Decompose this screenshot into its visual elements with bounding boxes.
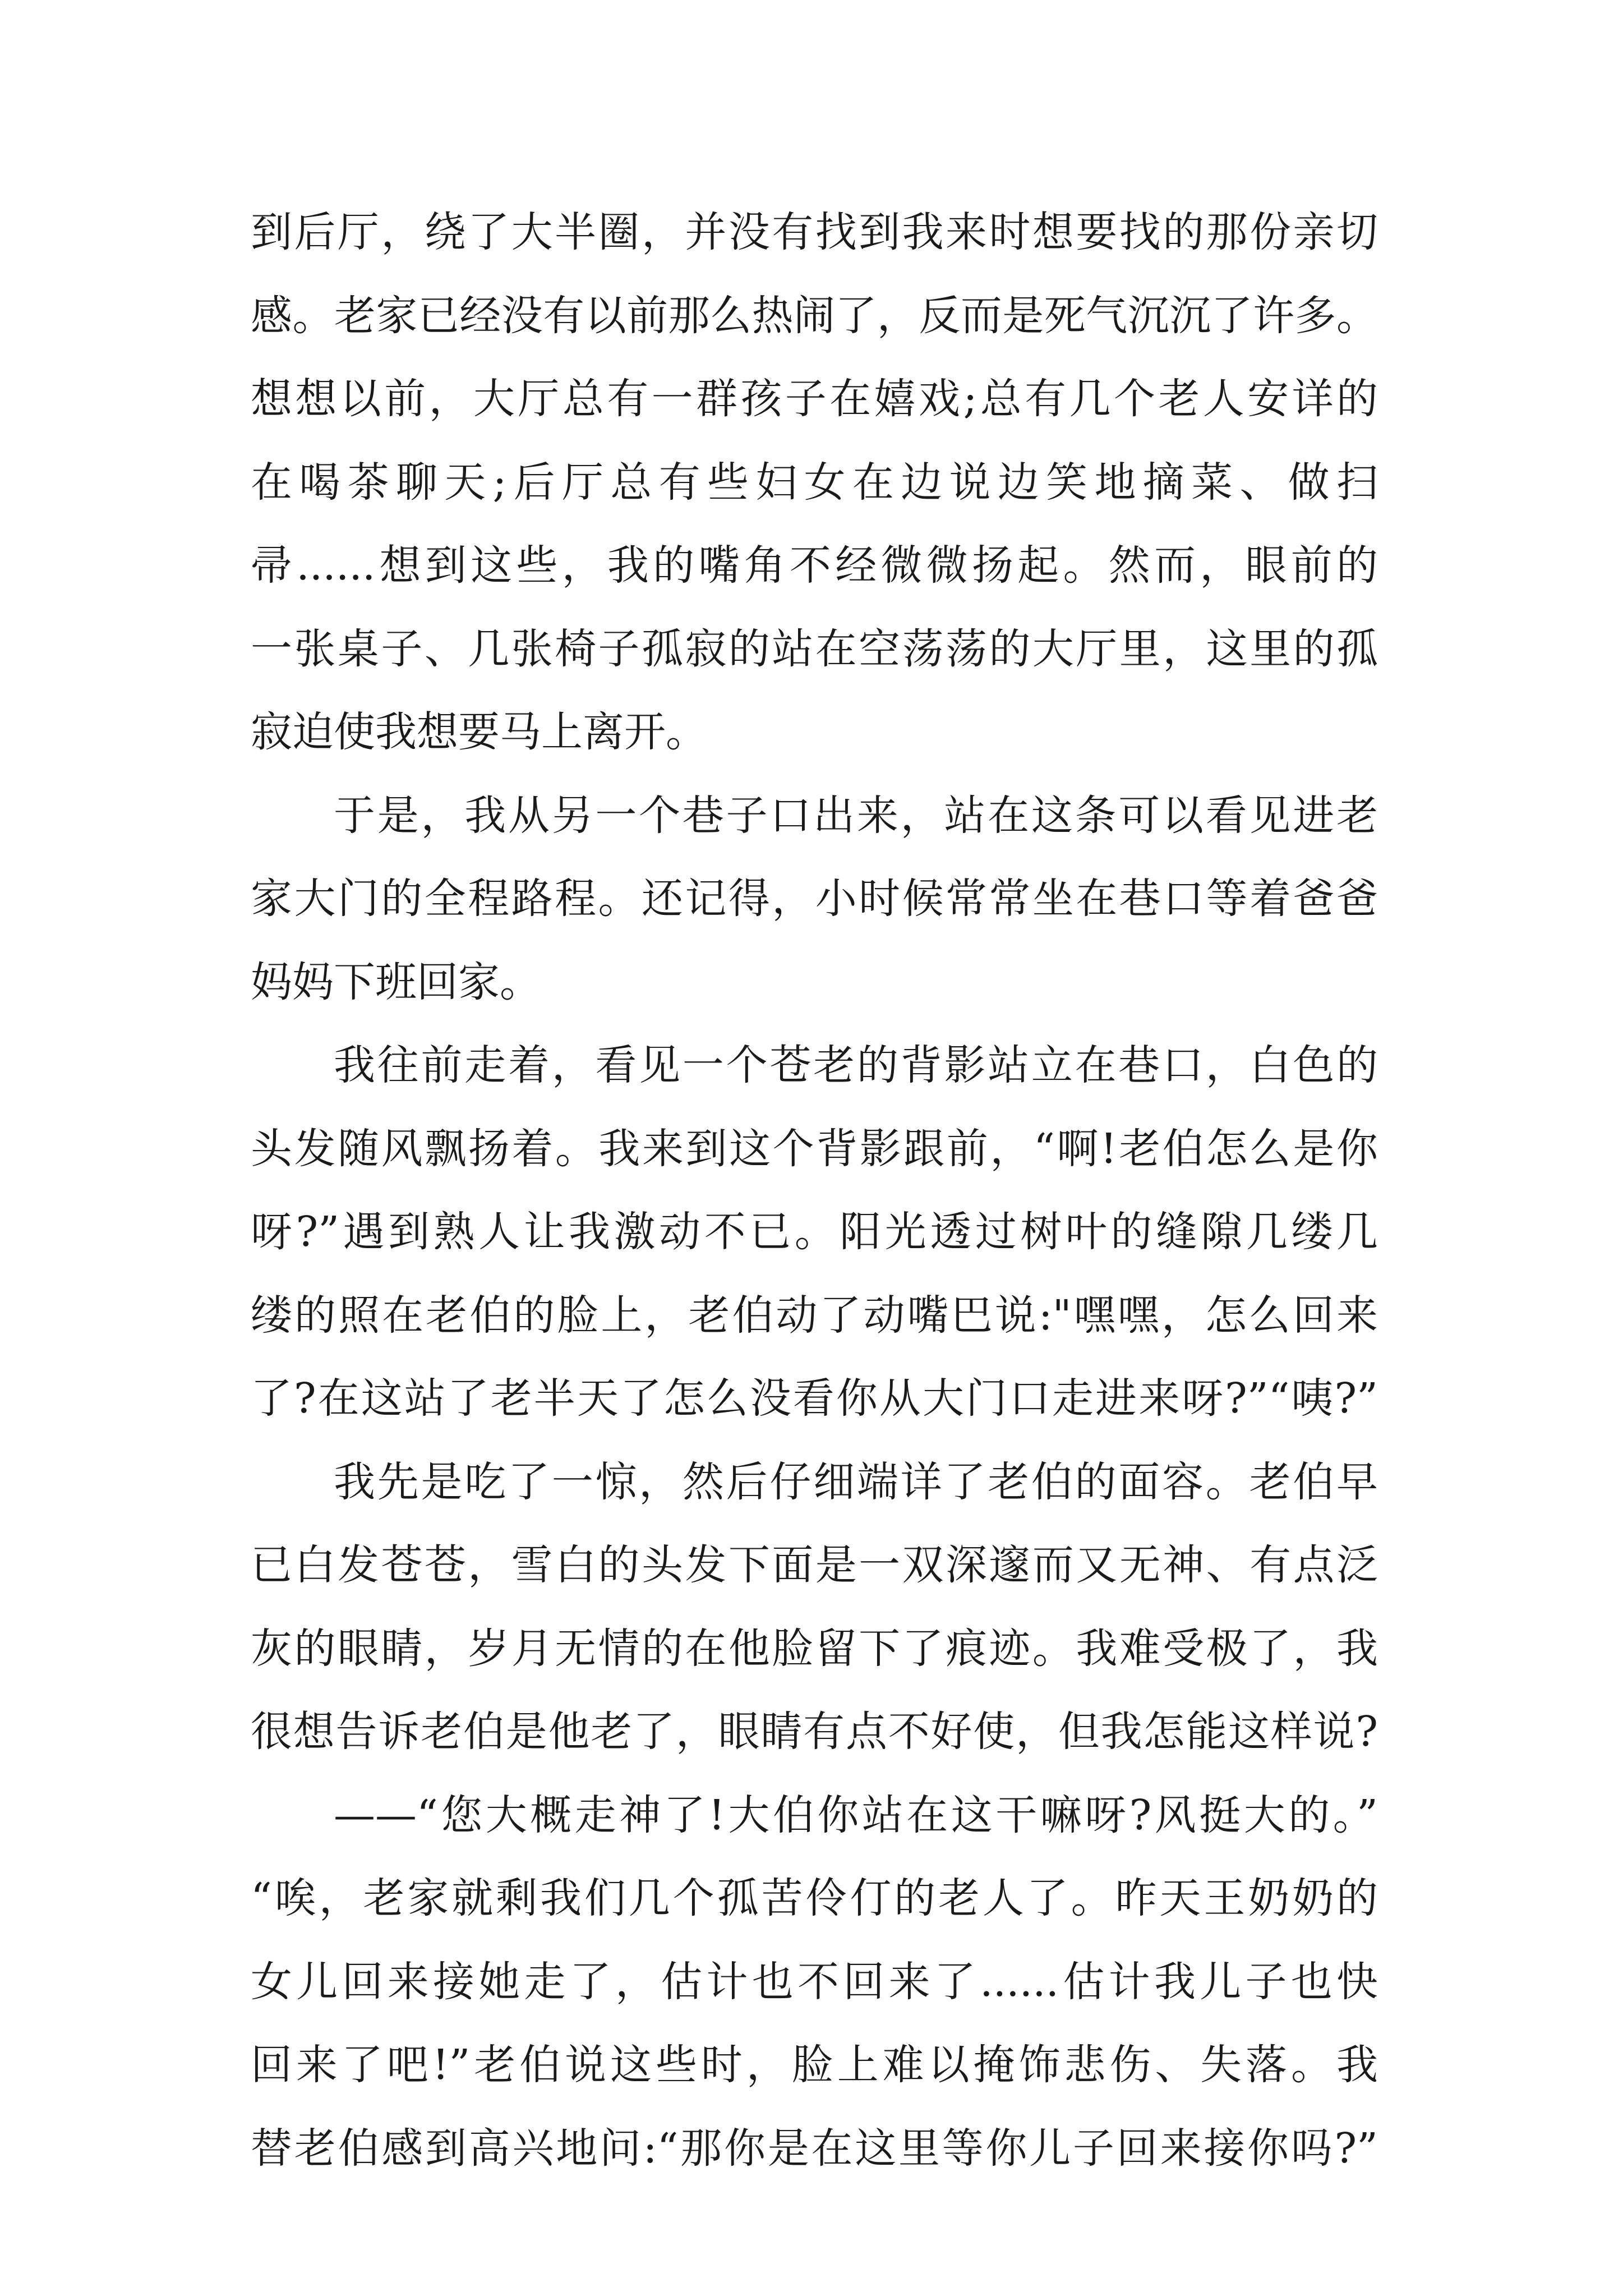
text-line: 灰的眼睛，岁月无情的在他脸留下了痕迹。我难受极了，我 <box>251 1624 1378 1673</box>
text-line: 已白发苍苍，雪白的头发下面是一双深邃而又无神、有点泛 <box>251 1541 1378 1589</box>
text-line: 替老伯感到高兴地问:“那你是在这里等你儿子回来接你吗?” <box>251 2124 1378 2173</box>
text-line: 妈妈下班回家。 <box>251 958 541 1006</box>
text-line: 呀?”遇到熟人让我激动不已。阳光透过树叶的缝隙几缕几 <box>251 1208 1378 1256</box>
text-line: 感。老家已经没有以前那么热闹了，反而是死气沉沉了许多。 <box>251 291 1378 340</box>
body-text <box>251 191 1378 2190</box>
text-line: 家大门的全程路程。还记得，小时候常常坐在巷口等着爸爸 <box>251 875 1378 923</box>
text-line: 很想告诉老伯是他老了，眼睛有点不好使，但我怎能这样说? <box>251 1708 1378 1756</box>
text-line: ——“您大概走神了!大伯你站在这干嘛呀?风挺大的。” <box>334 1791 1378 1839</box>
text-line: 回来了吧!”老伯说这些时，脸上难以掩饰悲伤、失落。我 <box>251 2041 1378 2089</box>
text-line: 缕的照在老伯的脸上，老伯动了动嘴巴说:"嘿嘿，怎么回来 <box>251 1291 1378 1340</box>
text-line: 想想以前，大厅总有一群孩子在嬉戏;总有几个老人安详的 <box>251 375 1378 423</box>
text-line: 帚......想到这些，我的嘴角不经微微扬起。然而，眼前的 <box>251 541 1378 590</box>
text-line: 于是，我从另一个巷子口出来，站在这条可以看见进老 <box>334 791 1378 840</box>
text-line: 头发随风飘扬着。我来到这个背影跟前，“啊!老伯怎么是你 <box>251 1124 1378 1173</box>
text-line: 我往前走着，看见一个苍老的背影站立在巷口，白色的 <box>334 1041 1378 1089</box>
text-line: 女儿回来接她走了，估计也不回来了......估计我儿子也快 <box>251 1957 1378 2006</box>
text-line: “唉，老家就剩我们几个孤苦伶仃的老人了。昨天王奶奶的 <box>251 1874 1378 1922</box>
text-line: 到后厅，绕了大半圈，并没有找到我来时想要找的那份亲切 <box>251 208 1378 256</box>
text-line: 我先是吃了一惊，然后仔细端详了老伯的面容。老伯早 <box>334 1457 1378 1506</box>
text-line: 一张桌子、几张椅子孤寂的站在空荡荡的大厅里，这里的孤 <box>251 624 1378 673</box>
text-line: 了?在这站了老半天了怎么没看你从大门口走进来呀?”“咦?” <box>251 1374 1378 1423</box>
text-line: 寂迫使我想要马上离开。 <box>251 708 707 756</box>
text-line: 在喝茶聊天;后厅总有些妇女在边说边笑地摘菜、做扫 <box>251 458 1378 507</box>
